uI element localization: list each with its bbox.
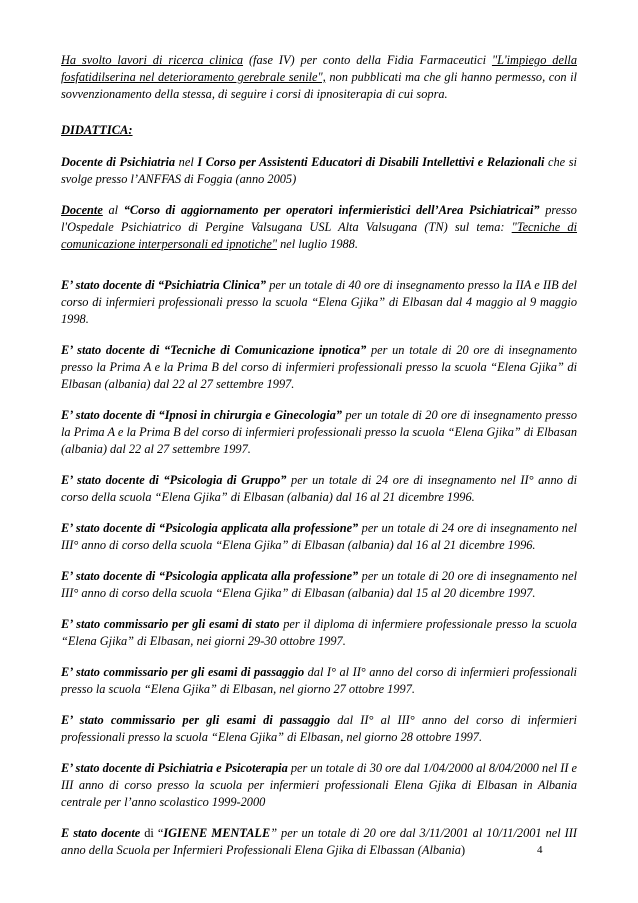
entry-10-title: E’ stato docente di Psichiatria e Psicoterapia xyxy=(61,761,288,775)
entry-10-text: per un totale di 30 ore dal 1/04/2000 al 8/04/2000 nel II e III anno di corso presso la scuola per infermieri professionali Elena Gjika di Elbasan in Albania centrale per l’anno scolastico 1999-2000 xyxy=(61,761,577,809)
research-title: "L'impiego della fosfatidilserina nel deterioramento gerebrale senile", xyxy=(61,53,577,84)
entry-5-text: per un totale di 24 ore di insegnamento nel III° anno di corso della scuola “Elena Gjika” di Elbasan (albania) dal 16 al 21 dicembre 1996. xyxy=(61,521,577,552)
research-text-2: non pubblicati ma che gli hanno permesso, con il sovvenzionamento della stessa, di seguire i corsi di ipnositerapia di cui sopra. xyxy=(61,70,577,101)
entry-1-text: per un totale di 40 ore di insegnamento presso la IIA e IIB del corso di infermieri professionali presso la scuola “Elena Gjika” di Elbasan dal 4 maggio al 9 maggio 1998. xyxy=(61,278,577,326)
research-text-1: (fase IV) per conto della Fidia Farmaceutici xyxy=(243,53,492,67)
didattica-item-2 xyxy=(61,202,577,253)
entry-3-text: per un totale di 20 ore di insegnamento presso la Prima A e la Prima B del corso di infermieri professionali presso la scuola “Elena Gjika” di Elbasan (albania) dal 22 al 27 settembre 1997. xyxy=(61,408,577,456)
entry-2-text: per un totale di 20 ore di insegnamento presso la Prima A e la Prima B del corso di infermieri professionali presso la scuola “Elena Gjika” di Elbasan (albania) dal 22 al 27 settembre 1997. xyxy=(61,343,577,391)
entry-7-text: per il diploma di infermiere professionale presso la scuola “Elena Gjika” di Elbasan, nei giorni 29-30 ottobre 1997. xyxy=(61,617,577,648)
d1-text-1: nel xyxy=(175,155,198,169)
teaching-entry-8 xyxy=(61,664,577,698)
document-page xyxy=(61,52,577,873)
entry-6-text: per un totale di 20 ore di insegnamento nel III° anno di corso della scuola “Elena Gjika” di Elbasan (albania) dal 15 al 20 dicembre 1997. xyxy=(61,569,577,600)
entry-2-title: E’ stato docente di “Tecniche di Comunicazione ipnotica” xyxy=(61,343,367,357)
entry-11-text-2: ” per un totale di 20 ore dal 3/11/2001 al 10/11/2001 nel III anno della Scuola per Infermieri Professionali Elena Gjika di Elbassan (Albania xyxy=(61,826,577,857)
d1-course: I Corso per Assistenti Educatori di Disabili Intellettivi e Relazionali xyxy=(197,155,545,169)
entry-11-subject: IGIENE MENTALE xyxy=(163,826,271,840)
teaching-entry-2 xyxy=(61,342,577,393)
entry-3-title: E’ stato docente di “Ipnosi in chirurgia e Ginecologia” xyxy=(61,408,343,422)
entry-7-title: E’ stato commissario per gli esami di stato xyxy=(61,617,280,631)
entry-6-title: E’ stato docente di “Psicologia applicata alla professione” xyxy=(61,569,359,583)
research-paragraph xyxy=(61,52,577,103)
d2-topic: "Tecniche di comunicazione interpersonali ed ipnotiche" xyxy=(61,220,578,251)
entry-4-text: per un totale di 24 ore di insegnamento nel II° anno di corso della scuola “Elena Gjika” di Elbasan (albania) dal 16 al 21 dicembre 1996. xyxy=(61,473,577,504)
entry-8-title: E’ stato commissario per gli esami di passaggio xyxy=(61,665,305,679)
entry-8-text: dal I° al II° anno del corso di infermieri professionali presso la scuola “Elena Gjika” di Elbasan, nel giorno 27 ottobre 1997. xyxy=(61,665,577,696)
d2-text-1: al xyxy=(102,203,124,217)
entry-1-title: E’ stato docente di “Psichiatria Clinica” xyxy=(61,278,267,292)
d1-role: Docente di Psichiatria xyxy=(61,155,176,169)
d2-role: Docente xyxy=(61,203,103,217)
d2-course: “Corso di aggiornamento per operatori infermieristici dell’Area Psichiatricai” xyxy=(123,203,540,217)
teaching-entry-11 xyxy=(61,825,577,859)
didattica-item-1 xyxy=(61,154,577,188)
entry-9-text: dal II° al III° anno del corso di infermieri professionali presso la scuola “Elena Gjika” di Elbasan, nel giorno 28 ottobre 1997. xyxy=(61,713,577,744)
d1-text-2: che si svolge presso l’ANFFAS di Foggia (anno 2005) xyxy=(61,155,577,186)
teaching-entry-9 xyxy=(61,712,577,746)
entry-11-text-1: di “ xyxy=(140,826,164,840)
entry-11-title: E stato docente xyxy=(61,826,141,840)
teaching-entry-4 xyxy=(61,472,577,506)
entry-5-title: E’ stato docente di “Psicologia applicata alla professione” xyxy=(61,521,359,535)
d2-text-3: nel luglio 1988. xyxy=(277,237,358,251)
teaching-entry-10 xyxy=(61,760,577,811)
d2-text-2: presso l'Ospedale Psichiatrico di Pergine Valsugana USL Alta Valsugana (TN) sul tema: xyxy=(61,203,577,234)
teaching-entry-3 xyxy=(61,407,577,458)
section-title: DIDATTICA: xyxy=(61,123,133,137)
page-number: 4 xyxy=(537,844,543,856)
research-lead: Ha svolto lavori di ricerca clinica xyxy=(61,53,244,67)
entry-9-title: E’ stato commissario per gli esami di passaggio xyxy=(61,713,331,727)
teaching-entry-6 xyxy=(61,568,577,602)
entry-11-text-3: ) xyxy=(460,843,466,857)
teaching-entry-7 xyxy=(61,616,577,650)
teaching-entry-5 xyxy=(61,520,577,554)
entry-4-title: E’ stato docente di “Psicologia di Gruppo” xyxy=(61,473,287,487)
teaching-entry-1 xyxy=(61,277,577,328)
